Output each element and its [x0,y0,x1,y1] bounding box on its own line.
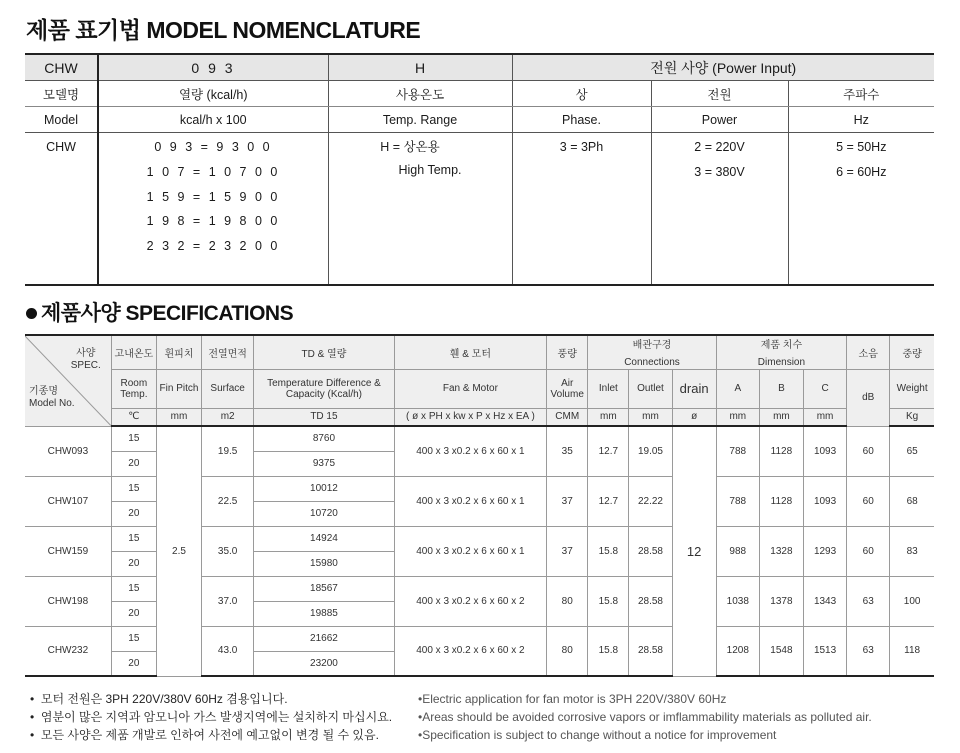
surface-ko: 전열면적 [202,335,254,369]
noise-ko: 소음 [847,335,890,369]
dim-c-label: C [803,369,846,408]
outlet-label: Outlet [629,369,672,408]
row-fan: 400 x 3 x0.2 x 6 x 60 x 2 [394,576,546,626]
row-capacity: 14924 [254,526,394,551]
note-item [418,726,872,744]
row-fan: 400 x 3 x0.2 x 6 x 60 x 1 [394,526,546,576]
phase-values [512,133,651,286]
note-text: 모든 사양은 제품 개발로 인하여 사전에 예고없이 변경 될 수 있음. [40,728,379,742]
row-dim-b: 1548 [759,626,803,676]
row-capacity: 10012 [254,476,394,501]
hz-value: 5 = 50Hz [836,140,887,154]
header-hz-ko: 주파수 [788,81,934,107]
bullet-icon: • [30,728,35,742]
row-inlet: 15.8 [588,576,629,626]
note-item [30,690,392,708]
air-unit: CMM [547,408,588,426]
model-value [25,133,98,286]
row-capacity: 21662 [254,626,394,651]
spec-ko: 사양 [76,348,96,359]
row-inlet: 12.7 [588,476,629,526]
row-capacity: 23200 [254,651,394,676]
header-capacity-ko: 열량 (kcal/h) [98,81,328,107]
header-model-en: Model [25,107,98,133]
header-capacity-en: kcal/h x 100 [98,107,328,133]
fin-pitch-en: Fin Pitch [156,369,201,408]
specifications-title-text: 제품사양 SPECIFICATIONS [41,302,294,325]
td-ko: TD & 열량 [254,335,394,369]
row-surface: 43.0 [202,626,254,676]
row-db: 63 [847,576,890,626]
spec-header-label [71,348,101,372]
nomenclature-table [25,53,934,286]
row-temp: 15 [111,626,156,651]
room-temp-unit: ℃ [111,408,156,426]
code-capacity: 0 9 3 [98,54,328,81]
row-temp: 20 [111,551,156,576]
weight-en: Weight [890,369,934,408]
row-model: CHW198 [25,576,111,626]
row-capacity: 18567 [254,576,394,601]
temp-values [328,133,512,286]
connections-header [588,335,716,369]
dimension-ko: 제품 치수 [760,340,803,352]
row-model: CHW093 [25,426,111,476]
row-dim-c: 1093 [803,426,846,476]
row-dim-a: 1208 [716,626,759,676]
note-text: Specification is subject to change without a notice for improvement [422,728,777,742]
row-air: 80 [547,626,588,676]
fin-pitch-ko: 휜피치 [156,335,201,369]
dim-a-label: A [716,369,759,408]
hz-value: 6 = 60Hz [836,164,887,179]
row-dim-c: 1513 [803,626,846,676]
row-model: CHW107 [25,476,111,526]
note-item [418,690,872,708]
row-temp: 20 [111,451,156,476]
power-value: 3 = 380V [694,164,745,179]
row-inlet: 15.8 [588,526,629,576]
row-weight: 83 [890,526,934,576]
row-surface: 35.0 [202,526,254,576]
row-outlet: 19.05 [629,426,672,476]
model-en: Model No. [29,398,75,409]
dim-a-unit: mm [716,408,759,426]
model-ko: 기종명 [29,386,58,397]
header-phase-en: Phase. [512,107,651,133]
row-dim-b: 1378 [759,576,803,626]
code-model: CHW [25,54,98,81]
row-weight: 100 [890,576,934,626]
code-temp: H [328,54,512,81]
td-unit: TD 15 [254,408,394,426]
header-phase-ko: 상 [512,81,651,107]
model-value-text: CHW [46,140,76,154]
row-dim-a: 788 [716,426,759,476]
header-power-ko: 전원 [651,81,788,107]
row-capacity: 10720 [254,501,394,526]
temp-value: H = 상온용 [380,140,440,154]
drain-value: 12 [672,426,716,676]
row-dim-a: 788 [716,476,759,526]
weight-unit: Kg [890,408,934,426]
phase-value: 3 = 3Ph [559,140,604,154]
hz-values [788,133,934,286]
row-model: CHW232 [25,626,111,676]
row-weight: 118 [890,626,934,676]
row-temp: 15 [111,576,156,601]
capacity-value: 1 0 7 = 1 0 7 0 0 [146,164,280,179]
note-text: Areas should be avoided corrosive vapors or imflammability materials as polluted air. [422,710,872,724]
row-temp: 20 [111,501,156,526]
row-air: 37 [547,476,588,526]
row-capacity: 9375 [254,451,394,476]
dim-c-unit: mm [803,408,846,426]
inlet-unit: mm [588,408,629,426]
row-outlet: 28.58 [629,576,672,626]
row-dim-c: 1293 [803,526,846,576]
row-dim-b: 1128 [759,476,803,526]
row-inlet: 12.7 [588,426,629,476]
surface-unit: m2 [202,408,254,426]
capacity-value: 1 9 8 = 1 9 8 0 0 [146,214,280,229]
dim-b-label: B [759,369,803,408]
surface-en: Surface [202,369,254,408]
code-power-input: 전원 사양 (Power Input) [512,54,934,81]
temp-value-en: High Temp. [398,162,462,177]
fan-unit: ( ø x PH x kw x P x Hz x EA ) [394,408,546,426]
title-bullet-icon [26,308,37,319]
row-capacity: 15980 [254,551,394,576]
row-temp: 20 [111,601,156,626]
row-weight: 68 [890,476,934,526]
power-value: 2 = 220V [694,140,745,154]
header-model-ko: 모델명 [25,81,98,107]
header-temp-ko: 사용온도 [328,81,512,107]
table-row [25,426,934,451]
row-dim-c: 1343 [803,576,846,626]
drain-label: drain [672,369,716,408]
inlet-label: Inlet [588,369,629,408]
row-dim-b: 1328 [759,526,803,576]
row-weight: 65 [890,426,934,476]
bullet-icon: • [418,692,423,706]
header-hz-en: Hz [788,107,934,133]
spec-model-diagonal-header [25,335,111,426]
row-dim-a: 988 [716,526,759,576]
row-outlet: 22.22 [629,476,672,526]
note-item [30,708,392,726]
connections-ko: 배관구경 [632,340,672,352]
row-temp: 15 [111,526,156,551]
drain-unit: ø [672,408,716,426]
row-capacity: 8760 [254,426,394,451]
specifications-title [26,297,293,327]
spec-en: SPEC. [70,360,101,371]
model-header-label [29,386,75,410]
row-temp: 20 [111,651,156,676]
nomenclature-title: 제품 표기법 MODEL NOMENCLATURE [26,17,421,43]
row-db: 60 [847,476,890,526]
row-air: 80 [547,576,588,626]
bullet-icon: • [30,710,35,724]
noise-en: dB [847,369,890,426]
connections-en: Connections [624,357,680,369]
note-item [30,726,392,744]
header-power-en: Power [651,107,788,133]
row-dim-c: 1093 [803,476,846,526]
dimension-en: Dimension [757,357,806,369]
row-dim-a: 1038 [716,576,759,626]
row-db: 60 [847,426,890,476]
row-temp: 15 [111,476,156,501]
row-capacity: 19885 [254,601,394,626]
specifications-table [25,334,934,677]
room-temp-en: Room Temp. [111,369,156,408]
notes-korean [30,690,392,744]
row-db: 63 [847,626,890,676]
row-dim-b: 1128 [759,426,803,476]
fin-pitch-value: 2.5 [156,426,201,676]
capacity-values [98,133,328,286]
note-text: 염분이 많은 지역과 암모니아 가스 발생지역에는 설치하지 마십시요. [40,710,393,724]
row-fan: 400 x 3 x0.2 x 6 x 60 x 2 [394,626,546,676]
row-db: 60 [847,526,890,576]
row-outlet: 28.58 [629,526,672,576]
row-temp: 15 [111,426,156,451]
row-air: 37 [547,526,588,576]
fan-en: Fan & Motor [394,369,546,408]
notes-english [418,690,872,744]
capacity-value: 1 5 9 = 1 5 9 0 0 [146,189,280,204]
bullet-icon: • [30,692,35,706]
capacity-value: 2 3 2 = 2 3 2 0 0 [146,239,280,254]
note-text: Electric application for fan motor is 3PH 220V/380V 60Hz [422,692,727,706]
weight-ko: 중량 [890,335,934,369]
note-text: 모터 전원은 3PH 220V/380V 60Hz 겸용입니다. [40,692,288,706]
fan-ko: 휀 & 모터 [394,335,546,369]
row-model: CHW159 [25,526,111,576]
outlet-unit: mm [629,408,672,426]
power-values [651,133,788,286]
row-surface: 22.5 [202,476,254,526]
air-en: Air Volume [547,369,588,408]
row-surface: 19.5 [202,426,254,476]
row-fan: 400 x 3 x0.2 x 6 x 60 x 1 [394,426,546,476]
capacity-value: 0 9 3 = 9 3 0 0 [154,140,273,154]
row-fan: 400 x 3 x0.2 x 6 x 60 x 1 [394,476,546,526]
dimension-header [716,335,846,369]
note-item [418,708,872,726]
bullet-icon: • [418,710,423,724]
header-temp-en: Temp. Range [328,107,512,133]
air-ko: 풍량 [547,335,588,369]
fin-pitch-unit: mm [156,408,201,426]
room-temp-ko: 고내온도 [111,335,156,369]
row-air: 35 [547,426,588,476]
dim-b-unit: mm [759,408,803,426]
row-outlet: 28.58 [629,626,672,676]
row-inlet: 15.8 [588,626,629,676]
td-en: Temperature Difference & Capacity (Kcal/h) [254,369,394,408]
row-surface: 37.0 [202,576,254,626]
bullet-icon: • [418,728,423,742]
